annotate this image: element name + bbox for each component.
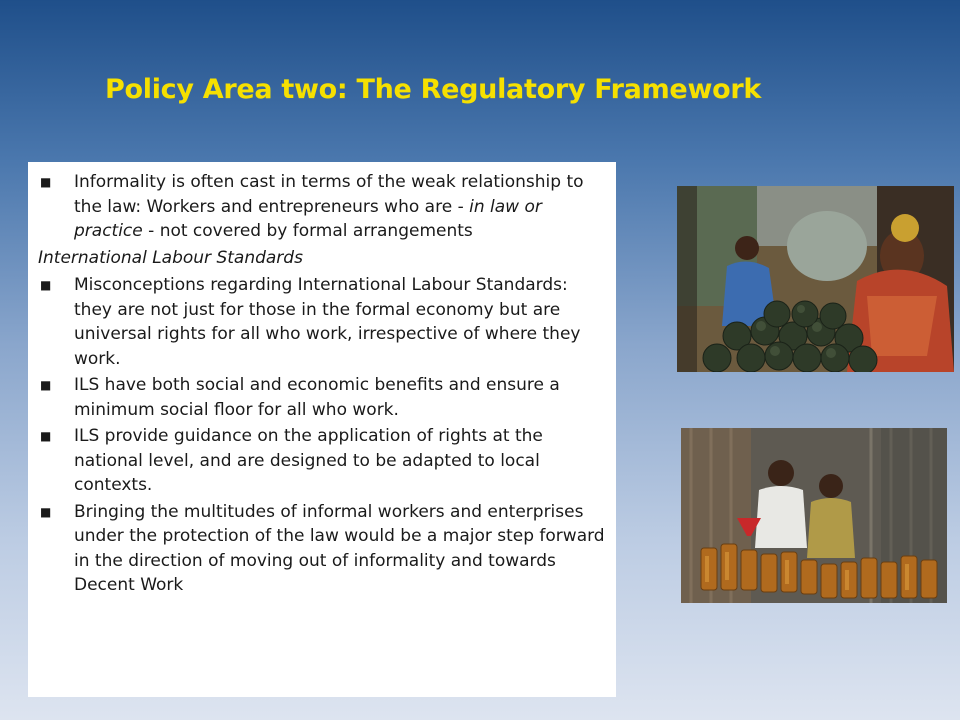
square-bullet-icon: ■	[40, 278, 52, 292]
bullet-item	[38, 170, 608, 244]
square-bullet-icon: ■	[40, 429, 52, 443]
bullet-text: ILS have both social and economic benefits and ensure a minimum social floor for all who work.	[74, 375, 560, 420]
bullet-text: ILS provide guidance on the application of rights at the national level, and are designed to be adapted to local contexts.	[74, 426, 543, 495]
bullet-item	[38, 273, 608, 371]
bullet-item	[38, 500, 608, 598]
market-vendor-photo	[677, 186, 954, 372]
bullet-text-italic: in law or practice	[74, 196, 542, 241]
content-textbox	[28, 162, 616, 697]
bullet-text-part: - not covered by formal arrangements	[142, 221, 473, 241]
bullet-text-part: Informality is often cast in terms of the weak relationship to the law: Workers and entrepreneurs who are -	[74, 172, 584, 217]
bullet-text: Bringing the multitudes of informal workers and enterprises under the protection of the law would be a major step forward in the direction of moving out of informality and towards Decent Work	[74, 501, 605, 595]
bullet-item	[38, 373, 608, 422]
boys-with-bottles-photo	[681, 428, 947, 603]
square-bullet-icon: ■	[40, 504, 52, 519]
slide-title: Policy Area two: The Regulatory Framework	[105, 74, 762, 105]
bullet-item	[38, 424, 608, 498]
square-bullet-icon: ■	[40, 175, 52, 189]
bullet-text	[74, 170, 608, 244]
square-bullet-icon: ■	[40, 378, 52, 392]
bullet-text: Misconceptions regarding International Labour Standards: they are not just for those in the formal economy but are universal rights for all who work, irrespective of where they work.	[74, 275, 581, 369]
subheading: International Labour Standards	[38, 247, 303, 268]
